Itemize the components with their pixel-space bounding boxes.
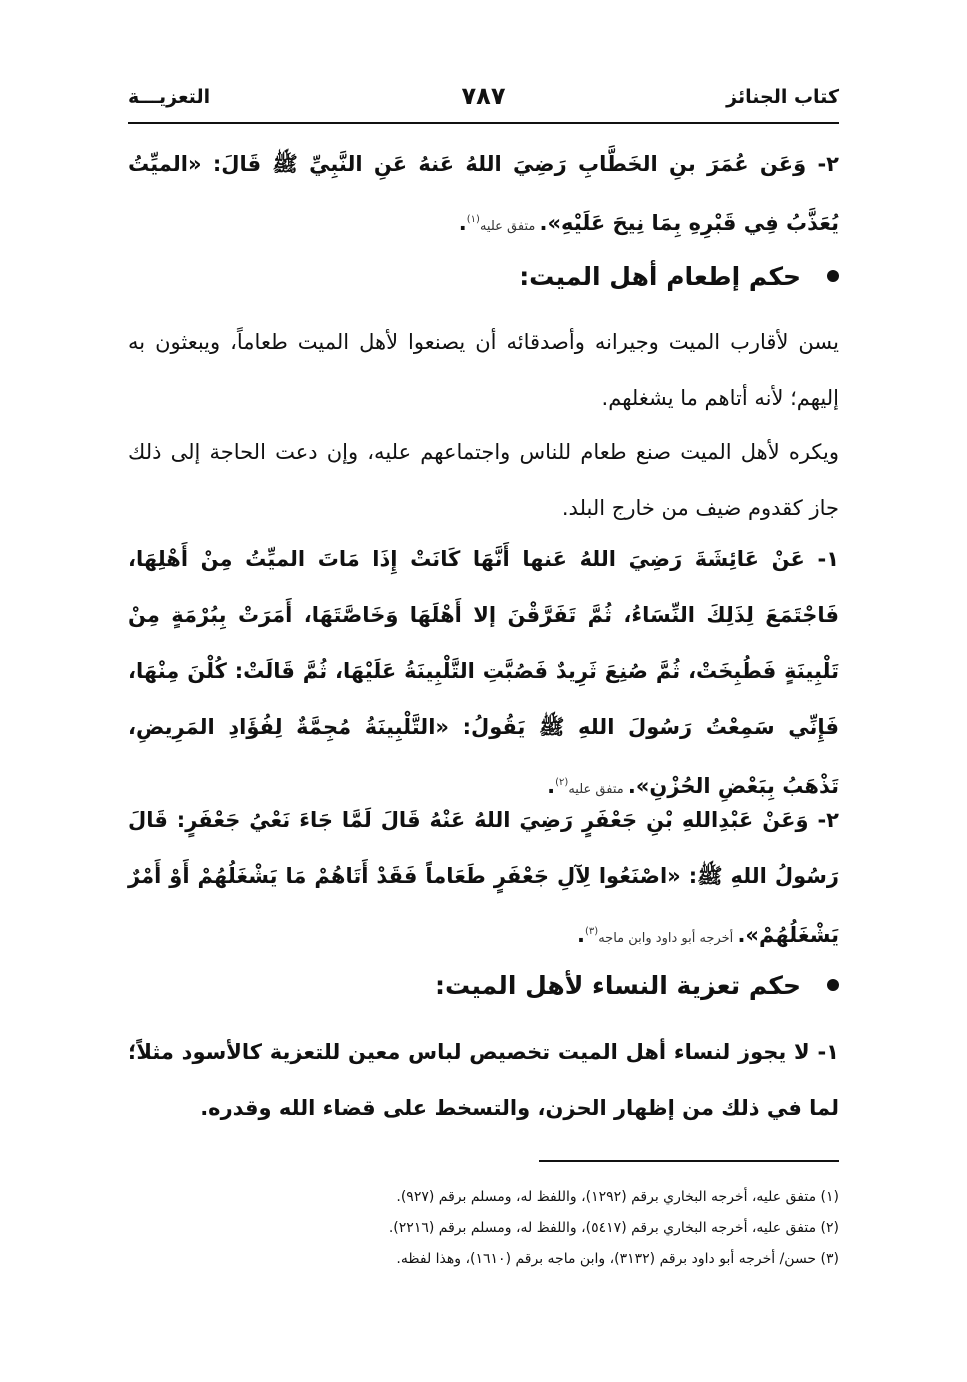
footnote-divider (539, 1160, 839, 1162)
footnote-1: (١) متفق عليه، أخرجه البخاري برقم (١٢٩٢)، واللفظ له، ومسلم برقم (٩٢٧). (396, 1189, 839, 1205)
section-heading-feeding (128, 257, 839, 297)
ruling-item (128, 1024, 839, 1136)
bullet-icon (827, 270, 839, 282)
hadith-source: أخرجه أبو داود وابن ماجه (598, 931, 738, 946)
header-divider (128, 122, 839, 124)
footnotes (128, 1182, 839, 1275)
footnote-ref: (٣) (585, 926, 599, 937)
paragraph-makruh (128, 424, 839, 536)
page-number: ٧٨٧ (461, 82, 506, 110)
hadith-text: وَعَن عُمَرَ بنِ الخَطَّابِ رَضِيَ اللهُ عَنهُ عَنِ النَّبِيِّ ﷺ قَالَ: «الميِّتُ يُعَذَّبُ فِي قَبْرِهِ بِمَا نِيحَ عَلَيْهِ». (128, 152, 839, 235)
end-mark: . (577, 923, 585, 947)
item-number: ١- (804, 547, 840, 571)
hadith-umar (128, 136, 839, 255)
paragraph-text: ويكره لأهل الميت صنع طعام للناس واجتماعهم عليه، وإن دعت الحاجة إلى ذلك جاز كقدوم ضيف من خارج البلد. (128, 440, 839, 520)
hadith-aisha (128, 531, 839, 818)
footnote-ref: (١) (466, 214, 480, 225)
bullet-icon (827, 979, 839, 991)
footnote-3: (٣) حسن/ أخرجه أبو داود برقم (٣١٣٢)، وابن ماجه برقم (١٦١٠)، وهذا لفظه. (396, 1251, 839, 1267)
running-header (128, 82, 839, 118)
chapter-title: التعزيـــة (128, 86, 211, 108)
hadith-text: وَعَنْ عَبْدِاللهِ بْنِ جَعْفَرٍ رَضِيَ اللهُ عَنْهُ قَالَ لَمَّا جَاءَ نَعْيُ جَعْفَرٍ: قَالَ رَسُولُ اللهِ ﷺ: «اصْنَعُوا لِآلِ جَعْفَرٍ طَعَاماً فَقَدْ أَتَاهُمْ مَا يَشْغَلُهُمْ أَوْ أَمْرٌ يَشْغَلُهُمْ». (128, 808, 839, 947)
end-mark: . (547, 774, 556, 798)
heading-text: حكم إطعام أهل الميت: (519, 262, 801, 291)
end-mark: . (458, 211, 467, 235)
paragraph-sunnah-feeding (128, 314, 839, 426)
footnote-ref: (٢) (555, 777, 569, 788)
hadith-text: عَنْ عَائِشَةَ رَضِيَ اللهُ عَنها أَنَّهَا كَانَتْ إِذَا مَاتَ الميِّتُ مِنْ أَهْلِهَا، فَاجْتَمَعَ لِذَلِكَ النِّسَاءُ، ثُمَّ تَفَرَّقْنَ إلا أَهْلَهَا وَخَاصَّتَهَا، أَمَرَتْ بِبُرْمَةٍ مِنْ تَلْبِينَةٍ فَطُبِخَتْ، ثُمَّ صُنِعَ ثَرِيدٌ فَصُبَّتِ التَّلْبِينَةُ عَلَيْهَا، ثُمَّ قَالَتْ: كُلْنَ مِنْهَا، فَإِنِّي سَمِعْتُ رَسُولَ اللهِ ﷺ يَقُولُ: «التَّلْبِينَةُ مُجِمَّةٌ لِفُؤَادِ المَرِيضِ، تَذْهَبُ بِبَعْضِ الحُزْنِ». (128, 547, 839, 798)
heading-text: حكم تعزية النساء لأهل الميت: (435, 971, 801, 1000)
footnote-2: (٢) متفق عليه، أخرجه البخاري برقم (٥٤١٧)، واللفظ له، ومسلم برقم (٢٢١٦). (388, 1220, 839, 1236)
paragraph-text: يسن لأقارب الميت وجيرانه وأصدقائه أن يصنعوا لأهل الميت طعاماً، ويبعثون به إليهم؛ لأنه أتاهم ما يشغلهم. (128, 330, 839, 410)
book-section-title: كتاب الجنائز (726, 86, 839, 108)
hadith-source: متفق عليه (479, 219, 540, 234)
item-number: ١- (809, 1040, 839, 1064)
hadith-abdullah-jafar (128, 792, 839, 967)
hadith-source: متفق عليه (568, 782, 628, 797)
item-number: ٢- (806, 152, 839, 176)
ruling-text: لا يجوز لنساء أهل الميت تخصيص لباس معين للتعزية كالأسود مثلاً؛ لما في ذلك من إظهار الحزن، والتسخط على قضاء الله وقدره. (128, 1040, 839, 1120)
section-heading-women-condolence (128, 966, 839, 1006)
item-number: ٢- (808, 808, 839, 832)
